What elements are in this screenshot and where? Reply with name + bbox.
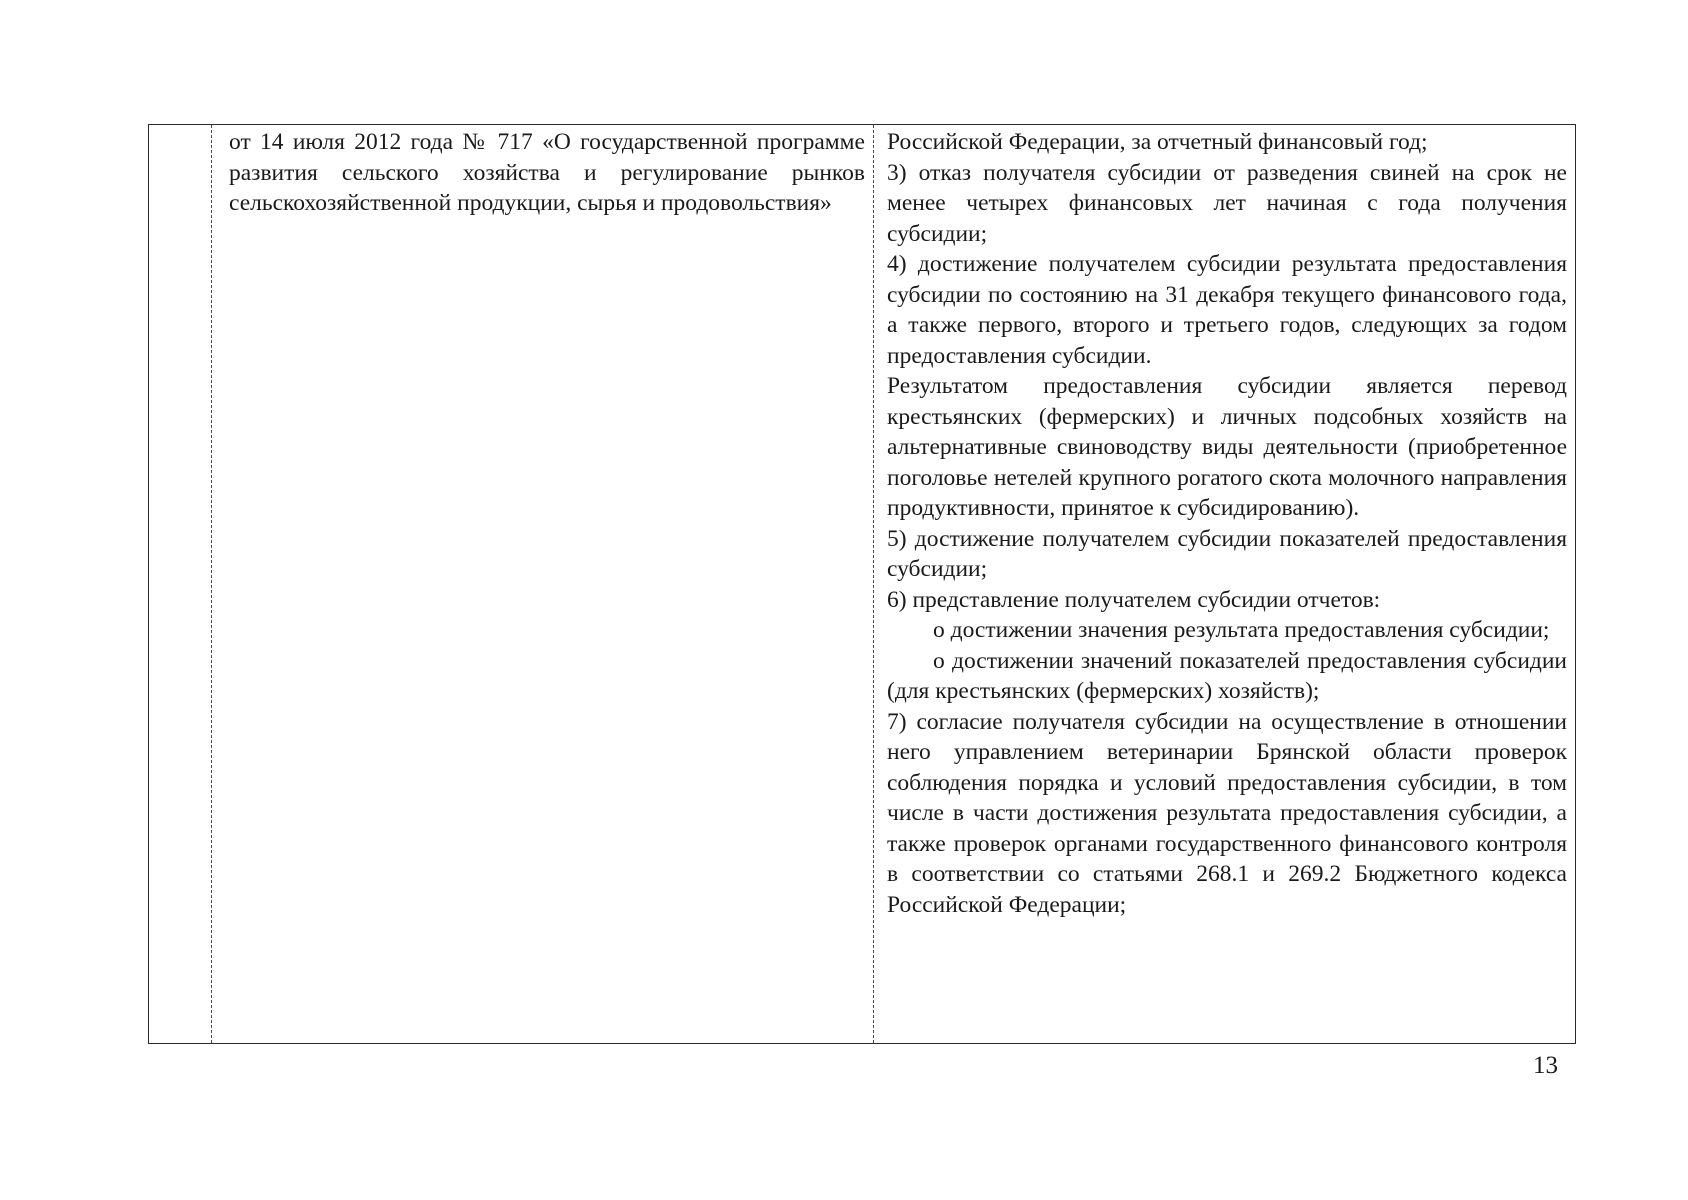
paragraph: 4) достижение получателем субсидии результата предоставления субсидии по состоянию на 31 декабря текущего финансового года, а также первого, второго и третьего годов, следующих за годом предоставления субсидии.	[887, 251, 1567, 369]
document-table	[148, 124, 1576, 1044]
paragraph: 7) согласие получателя субсидии на осуществление в отношении него управлением ветеринарии Брянской области проверок соблюдения порядка и условий предоставления субсидии, в том числе в части достижения результата предоставления субсидии, а также проверок органами государственного финансового контроля в соответствии со статьями 268.1 и 269.2 Бюджетного кодекса Российской Федерации;	[887, 708, 1567, 918]
paragraph: 6) представление получателем субсидии отчетов:	[887, 586, 1381, 613]
paragraph: 5) достижение получателем субсидии показателей предоставления субсидии;	[887, 525, 1567, 582]
right-text-cell	[887, 127, 1567, 920]
paragraph: Российской Федерации, за отчетный финансовый год;	[887, 129, 1428, 155]
left-text-cell	[229, 127, 865, 219]
page-number: 13	[1533, 1052, 1558, 1079]
left-cell-text: от 14 июля 2012 года № 717 «О государственной программе развития сельского хозяйства и регулирование рынков сельскохозяйственной продукции, сырья и продовольствия»	[229, 129, 865, 216]
column-divider-first	[211, 125, 212, 1043]
column-divider-second	[873, 125, 874, 1043]
paragraph: о достижении значений показателей предоставления субсидии (для крестьянских (фермерских) хозяйств);	[887, 647, 1567, 704]
paragraph: Результатом предоставления субсидии является перевод крестьянских (фермерских) и личных подсобных хозяйств на альтернативные свиноводству виды деятельности (приобретенное поголовье нетелей крупного рогатого скота молочного направления продуктивности, принятое к субсидированию).	[887, 373, 1567, 521]
paragraph: о достижении значения результата предоставления субсидии;	[933, 617, 1550, 643]
paragraph: 3) отказ получателя субсидии от разведения свиней на срок не менее четырех финансовых лет начиная с года получения субсидии;	[887, 159, 1567, 247]
